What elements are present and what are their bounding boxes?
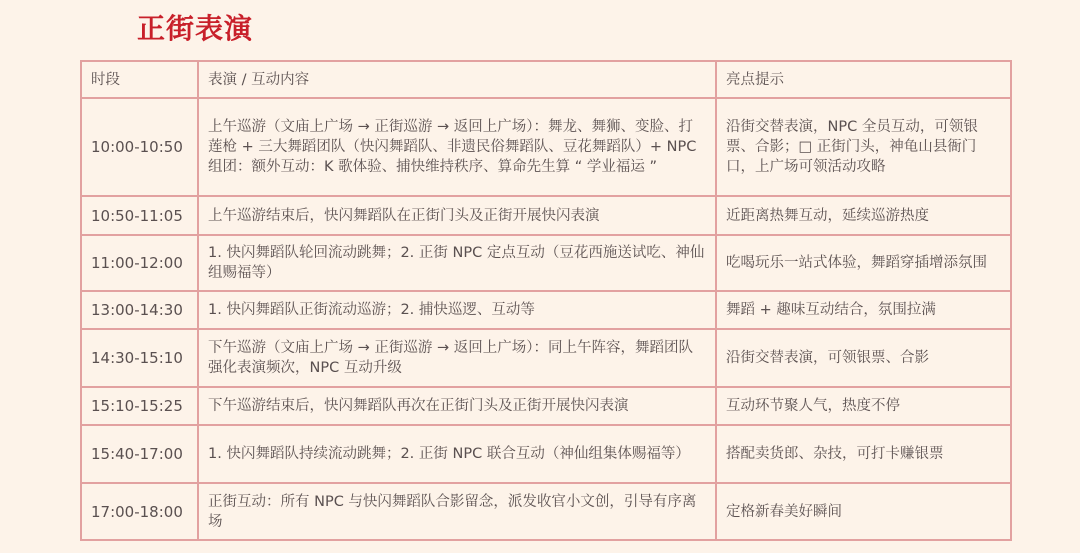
column-header-time: 时段 (81, 61, 198, 98)
content-cell: 1. 快闪舞蹈队轮回流动跳舞；2. 正街 NPC 定点互动（豆花西施送试吃、神仙组赐福等） (198, 235, 716, 291)
time-cell: 14:30-15:10 (81, 329, 198, 387)
column-header-highlight: 亮点提示 (716, 61, 1011, 98)
time-cell: 17:00-18:00 (81, 483, 198, 540)
highlight-cell: 沿街交替表演，可领银票、合影 (716, 329, 1011, 387)
time-cell: 13:00-14:30 (81, 291, 198, 329)
time-cell: 10:00-10:50 (81, 98, 198, 196)
highlight-cell: 舞蹈 + 趣味互动结合，氛围拉满 (716, 291, 1011, 329)
highlight-cell: 近距离热舞互动，延续巡游热度 (716, 196, 1011, 235)
highlight-cell: 搭配卖货郎、杂技，可打卡赚银票 (716, 425, 1011, 483)
highlight-cell: 互动环节聚人气，热度不停 (716, 387, 1011, 425)
highlight-cell: 定格新春美好瞬间 (716, 483, 1011, 540)
table-row (81, 98, 1011, 196)
time-cell: 15:40-17:00 (81, 425, 198, 483)
table-row (81, 291, 1011, 329)
column-header-content: 表演 / 互动内容 (198, 61, 716, 98)
schedule-table (80, 60, 1012, 541)
time-cell: 10:50-11:05 (81, 196, 198, 235)
table-row (81, 483, 1011, 540)
content-cell: 正街互动：所有 NPC 与快闪舞蹈队合影留念，派发收官小文创，引导有序离场 (198, 483, 716, 540)
table-header-row (81, 61, 1011, 98)
content-cell: 上午巡游（文庙上广场 → 正街巡游 → 返回上广场）：舞龙、舞狮、变脸、打莲枪 + 三大舞蹈团队（快闪舞蹈队、非遗民俗舞蹈队、豆花舞蹈队）+ NPC 组团：额外互动：K 歌体验、捕快维持秩序、算命先生算 “ 学业福运 ” (198, 98, 716, 196)
highlight-cell: 沿街交替表演，NPC 全员互动，可领银票、合影；□ 正街门头，神龟山县衙门口，上广场可领活动攻略 (716, 98, 1011, 196)
content-cell: 上午巡游结束后，快闪舞蹈队在正街门头及正街开展快闪表演 (198, 196, 716, 235)
table-row (81, 425, 1011, 483)
time-cell: 15:10-15:25 (81, 387, 198, 425)
time-cell: 11:00-12:00 (81, 235, 198, 291)
content-cell: 下午巡游（文庙上广场 → 正街巡游 → 返回上广场）：同上午阵容，舞蹈团队强化表演频次，NPC 互动升级 (198, 329, 716, 387)
table-row (81, 329, 1011, 387)
content-cell: 下午巡游结束后，快闪舞蹈队再次在正街门头及正街开展快闪表演 (198, 387, 716, 425)
content-cell: 1. 快闪舞蹈队正街流动巡游；2. 捕快巡逻、互动等 (198, 291, 716, 329)
page-title: 正街表演 (137, 12, 254, 45)
table-row (81, 387, 1011, 425)
table-row (81, 235, 1011, 291)
content-cell: 1. 快闪舞蹈队持续流动跳舞；2. 正街 NPC 联合互动（神仙组集体赐福等） (198, 425, 716, 483)
table-row (81, 196, 1011, 235)
highlight-cell: 吃喝玩乐一站式体验，舞蹈穿插增添氛围 (716, 235, 1011, 291)
